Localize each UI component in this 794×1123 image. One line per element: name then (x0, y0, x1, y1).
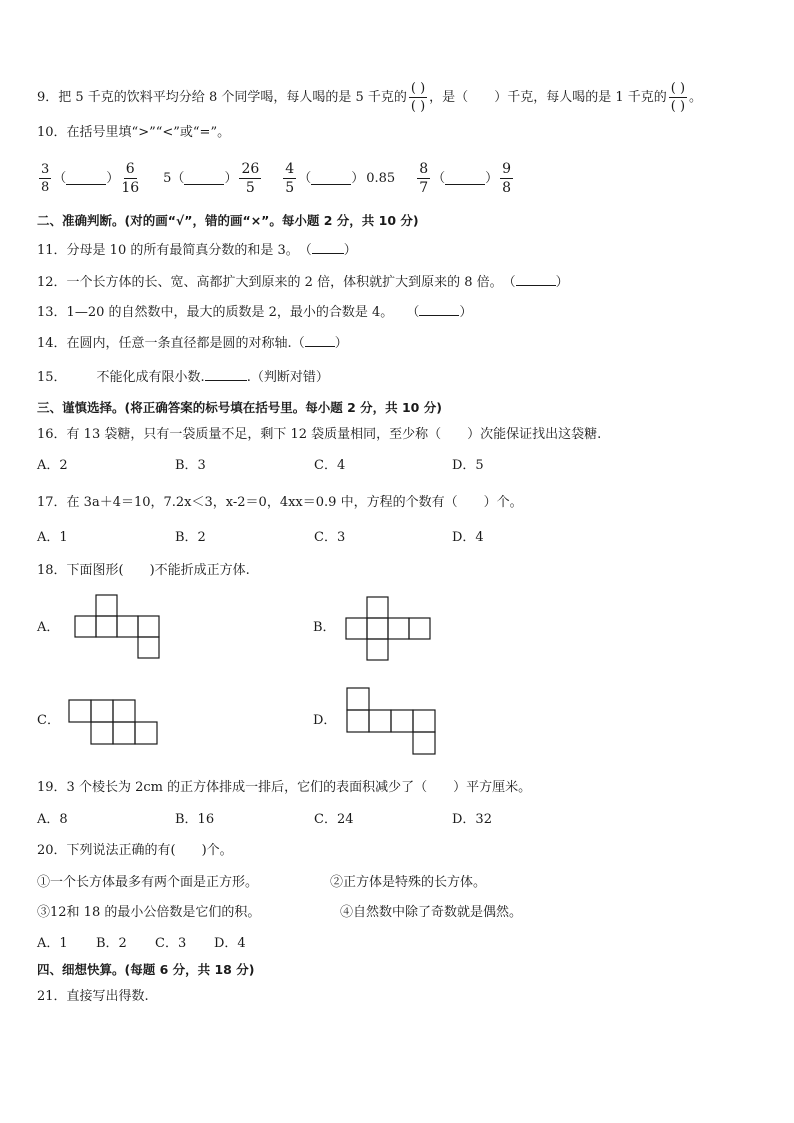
q16-option-b[interactable]: B．3 (175, 458, 206, 473)
q19-option-d[interactable]: D．32 (452, 812, 492, 827)
q10-p1-left: $\frac{3}{8}$ (41, 161, 50, 195)
q9-text-d: 。 (689, 90, 703, 105)
section-2-heading: 二、准确判断。(对的画“√”，错的画“×”。每小题 2 分，共 10 分) (37, 213, 419, 228)
q10-p1-right: $\frac{6}{16}$ (121, 160, 140, 196)
q19-option-a[interactable]: A．8 (37, 812, 68, 827)
q17-option-b[interactable]: B．2 (175, 530, 206, 545)
question-21: 21．直接写出得数. (37, 989, 149, 1004)
section-3-heading: 三、谨慎选择。(将正确答案的标号填在括号里。每小题 2 分，共 10 分) (37, 400, 442, 415)
question-12: 12．一个长方体的长、宽、高都扩大到原来的 2 倍，体积就扩大到原来的 8 倍。 （ ） (37, 275, 569, 290)
q18-label-c[interactable]: C． (37, 713, 60, 728)
q20-option-a[interactable]: A．1 (37, 936, 68, 951)
q15-blank[interactable] (205, 368, 247, 381)
q16-option-c[interactable]: C．4 (314, 458, 346, 473)
question-20: 20．下列说法正确的有( )个。 (37, 843, 233, 858)
q10-p3-left: $\frac{4}{5}$ (285, 160, 295, 196)
q17-option-d[interactable]: D．4 (452, 530, 484, 545)
q20-statement-2: ②正方体是特殊的长方体。 (330, 875, 487, 890)
q20-option-c[interactable]: C．3 (155, 936, 187, 951)
q9-fraction-blank-1: $\frac{( )}{( )}$ (410, 81, 426, 114)
q18-net-c (66, 699, 166, 749)
q17-option-c[interactable]: C．3 (314, 530, 346, 545)
q11-blank[interactable] (312, 241, 344, 254)
q18-net-b (341, 596, 441, 666)
q19-option-b[interactable]: B．16 (175, 812, 215, 827)
q10-blank-2[interactable] (184, 172, 224, 185)
q10-p3-right: 0.85 (366, 170, 396, 186)
q18-label-d[interactable]: D． (313, 713, 337, 728)
q18-net-d (344, 687, 444, 762)
q10-p2-right: $\frac{26}{5}$ (241, 160, 260, 196)
q12-blank[interactable] (516, 273, 556, 286)
question-16: 16．有 13 袋糖，只有一袋质量不足，剩下 12 袋质量相同，至少称（ ）次能保证找出这袋糖. (37, 427, 602, 442)
question-10-row: $\frac{3}{8}$ （ ） $\frac{6}{16}$ 5 （ ） $\frac{26}{5}$ $\frac{4}{5}$ （ ） 0.85 $\frac{8}{7}$ （ ） $\frac{9}{8}$ (41, 160, 512, 196)
q19-option-c[interactable]: C．24 (314, 812, 354, 827)
question-17: 17．在 3a＋4＝10，7.2x＜3，x-2＝0，4xx＝0.9 中，方程的个数有（ ）个。 (37, 495, 523, 510)
question-15: 15． 不能化成有限小数. .（判断对错） (37, 370, 329, 385)
q9-fraction-blank-2: $\frac{( )}{( )}$ (670, 81, 686, 114)
q20-statement-1: ①一个长方体最多有两个面是正方形。 (37, 875, 259, 890)
q16-option-d[interactable]: D．5 (452, 458, 484, 473)
question-11: 11．分母是 10 的所有最简真分数的和是 3。 （ ） (37, 243, 357, 258)
q20-statement-3: ③12和 18 的最小公倍数是它们的积。 (37, 905, 261, 920)
section-4-heading: 四、细想快算。(每题 6 分，共 18 分) (37, 962, 255, 977)
q10-blank-1[interactable] (66, 172, 106, 185)
q9-text-a: 9．把 5 千克的饮料平均分给 8 个同学喝，每人喝的是 5 千克的 (37, 90, 407, 105)
q18-label-a[interactable]: A． (37, 620, 60, 635)
q10-blank-3[interactable] (311, 172, 351, 185)
q18-net-a (70, 594, 170, 664)
q17-option-a[interactable]: A．1 (37, 530, 68, 545)
q9-text-b: ，是（ (429, 90, 469, 105)
q10-p2-left: 5 (163, 170, 172, 186)
q16-option-a[interactable]: A．2 (37, 458, 68, 473)
q10-blank-4[interactable] (445, 172, 485, 185)
q13-blank[interactable] (419, 303, 459, 316)
question-13: 13．1—20 的自然数中，最大的质数是 2，最小的合数是 4。 （ ） (37, 305, 473, 320)
q20-option-d[interactable]: D．4 (214, 936, 246, 951)
q9-text-c: ）千克，每人喝的是 1 千克的 (494, 90, 667, 105)
q10-p4-right: $\frac{9}{8}$ (502, 160, 512, 196)
q14-blank[interactable] (305, 334, 335, 347)
question-19: 19．3 个棱长为 2cm 的正方体排成一排后，它们的表面积减少了（ ）平方厘米。 (37, 780, 532, 795)
q20-option-b[interactable]: B．2 (96, 936, 127, 951)
question-18: 18．下面图形( )不能折成正方体. (37, 563, 250, 578)
question-14: 14．在圆内，任意一条直径都是圆的对称轴.（ ） (37, 336, 348, 351)
question-10-title: 10．在括号里填“>”“<”或“=”。 (37, 125, 231, 140)
question-9 (37, 82, 702, 113)
q10-p4-left: $\frac{8}{7}$ (419, 160, 429, 196)
q20-statement-4: ④自然数中除了奇数就是偶然。 (340, 905, 523, 920)
q18-label-b[interactable]: B． (313, 620, 336, 635)
